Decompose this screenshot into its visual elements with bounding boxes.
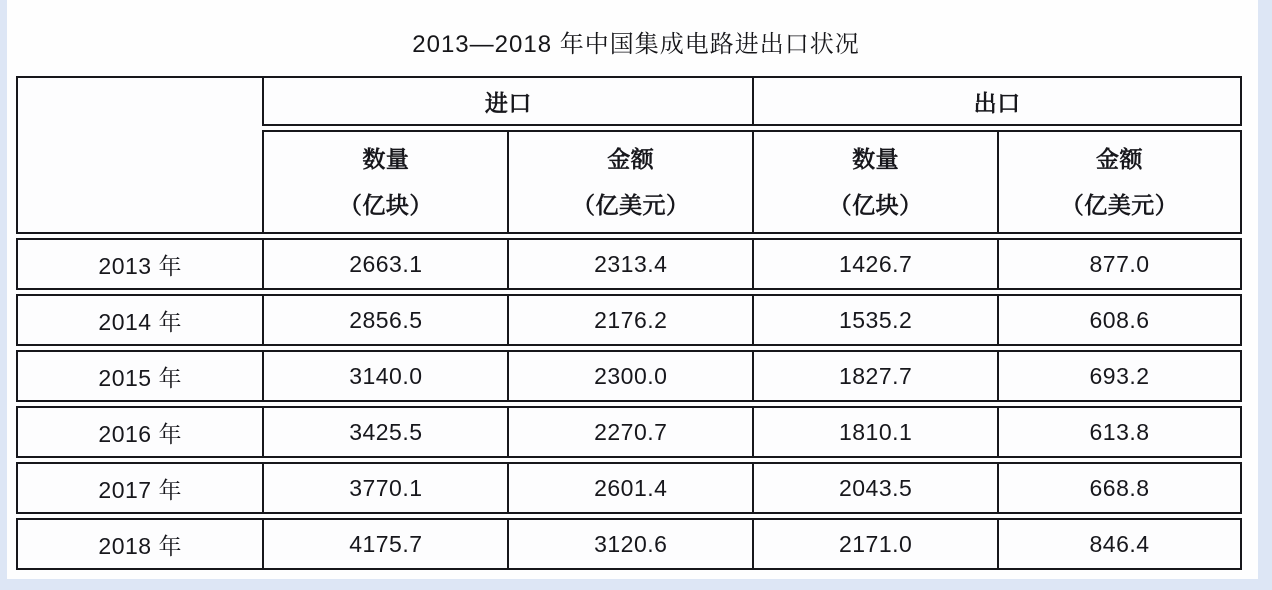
table-title: 2013—2018 年中国集成电路进出口状况 — [412, 31, 860, 58]
cell-value: 1827.7 — [752, 350, 997, 402]
cell-value: 2601.4 — [507, 462, 752, 514]
cell-value: 4175.7 — [262, 518, 507, 570]
cell-value: 1535.2 — [752, 294, 997, 346]
table-row — [16, 350, 1242, 402]
group-header-import: 进口 — [262, 76, 752, 126]
table-row — [16, 294, 1242, 346]
row-year: 2017 年 — [16, 462, 262, 514]
cell-value: 2663.1 — [262, 238, 507, 290]
table-row — [16, 406, 1242, 458]
subheader-unit: （亿美元） — [572, 192, 690, 218]
cell-value: 3120.6 — [507, 518, 752, 570]
subheader-unit: （亿块） — [828, 192, 923, 218]
table-row — [16, 462, 1242, 514]
cell-value: 3770.1 — [262, 462, 507, 514]
table-row — [16, 518, 1242, 570]
corner-cell — [16, 76, 262, 234]
cell-value: 846.4 — [997, 518, 1242, 570]
cell-value: 693.2 — [997, 350, 1242, 402]
cell-value: 2176.2 — [507, 294, 752, 346]
subheader-label: 数量 — [852, 146, 900, 172]
cell-value: 2300.0 — [507, 350, 752, 402]
subheader-import-quantity — [262, 130, 507, 234]
row-year: 2014 年 — [16, 294, 262, 346]
row-year: 2013 年 — [16, 238, 262, 290]
group-header-row — [16, 76, 1242, 126]
subheader-unit: （亿美元） — [1060, 192, 1179, 218]
group-header-export: 出口 — [752, 76, 1242, 126]
subheader-label: 数量 — [362, 146, 410, 172]
subheader-label: 金额 — [1096, 146, 1144, 172]
subheader-unit: （亿块） — [338, 192, 433, 218]
subheader-import-amount — [507, 130, 752, 234]
cell-value: 2043.5 — [752, 462, 997, 514]
cell-value: 2171.0 — [752, 518, 997, 570]
cell-value: 3140.0 — [262, 350, 507, 402]
cell-value: 1810.1 — [752, 406, 997, 458]
subheader-export-quantity — [752, 130, 997, 234]
subheader-export-amount — [997, 130, 1242, 234]
cell-value: 3425.5 — [262, 406, 507, 458]
row-year: 2015 年 — [16, 350, 262, 402]
cell-value: 2856.5 — [262, 294, 507, 346]
cell-value: 668.8 — [997, 462, 1242, 514]
cell-value: 2270.7 — [507, 406, 752, 458]
cell-value: 608.6 — [997, 294, 1242, 346]
cell-value: 2313.4 — [507, 238, 752, 290]
table-row — [16, 238, 1242, 290]
cell-value: 877.0 — [997, 238, 1242, 290]
subheader-label: 金额 — [607, 146, 655, 172]
ic-import-export-table — [16, 72, 1242, 574]
cell-value: 1426.7 — [752, 238, 997, 290]
row-year: 2016 年 — [16, 406, 262, 458]
row-year: 2018 年 — [16, 518, 262, 570]
cell-value: 613.8 — [997, 406, 1242, 458]
